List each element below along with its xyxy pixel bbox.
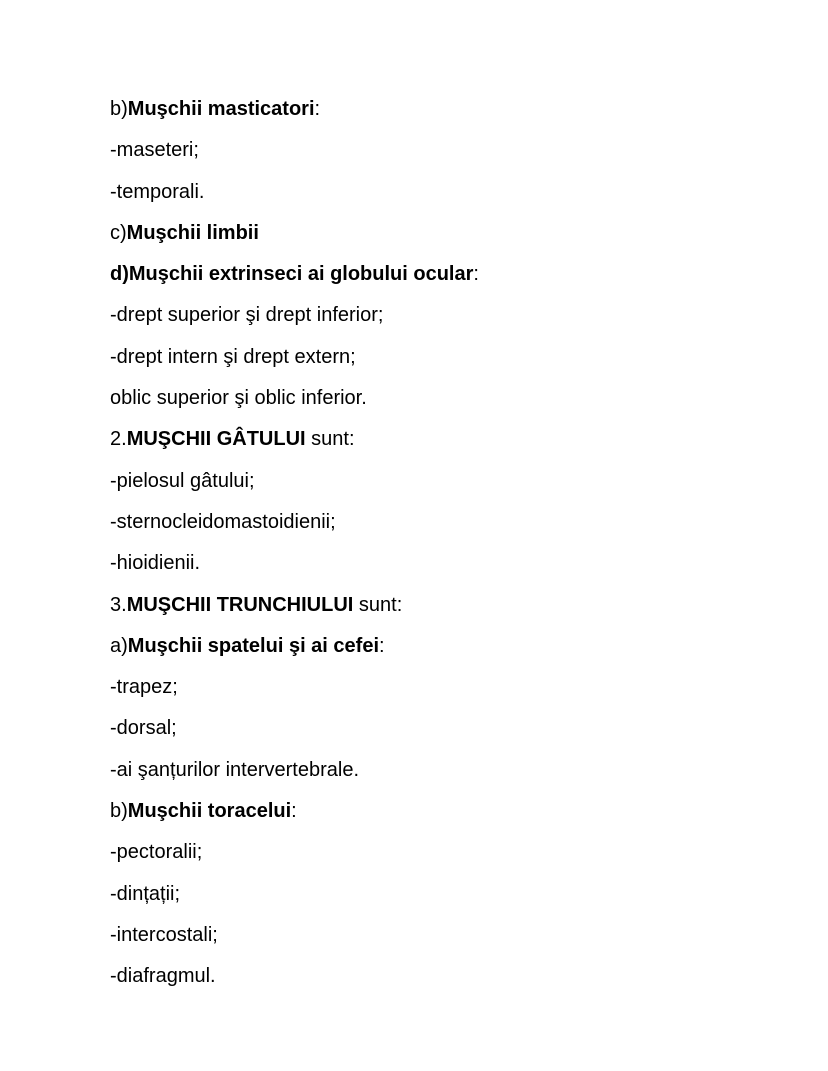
line-prefix: c): [110, 221, 127, 244]
line-prefix: b): [110, 98, 128, 120]
list-item: [110, 960, 790, 1001]
line-bold: MUŞCHII TRUNCHIULUI: [126, 593, 354, 616]
heading-limbii: [110, 217, 790, 258]
line-prefix: oblic superior şi oblic inferior.: [110, 387, 367, 410]
line-bold: MUŞCHII GÂTULUI: [126, 428, 306, 451]
line-bold: d)Muşchii extrinseci ai globului ocular: [110, 263, 474, 286]
list-item: [110, 299, 790, 340]
line-prefix: -sternocleidomastoidienii;: [110, 510, 336, 533]
list-item: [110, 134, 790, 175]
list-item: [110, 878, 790, 919]
line-suffix: :: [379, 634, 385, 657]
line-prefix: -trapez;: [110, 676, 178, 699]
line-bold: Muşchii toracelui: [127, 800, 292, 823]
line-prefix: -ai şanțurilor intervertebrale.: [110, 758, 359, 781]
list-item: [110, 382, 790, 423]
line-prefix: -drept superior şi drept inferior;: [110, 304, 384, 327]
heading-toracelui: [110, 795, 790, 836]
list-item: [110, 671, 790, 712]
line-prefix: -temporali.: [110, 180, 205, 203]
list-item: [110, 754, 790, 795]
list-item: [110, 341, 790, 382]
line-prefix: 2.: [110, 428, 127, 451]
line-suffix: sunt:: [353, 593, 403, 616]
list-item: [110, 836, 790, 877]
line-prefix: b): [110, 800, 128, 823]
heading-globului-ocular: [110, 258, 790, 299]
document-page: [110, 93, 790, 1002]
line-prefix: -dorsal;: [110, 717, 177, 740]
line-prefix: a): [110, 634, 128, 657]
section-heading-trunchiului: [110, 589, 790, 630]
section-heading-gatului: [110, 423, 790, 464]
line-suffix: sunt:: [305, 428, 355, 451]
line-prefix: -intercostali;: [110, 923, 218, 946]
line-prefix: -drept intern şi drept extern;: [110, 345, 356, 368]
line-suffix: :: [291, 800, 297, 823]
line-bold: Muşchii masticatori: [127, 98, 315, 120]
line-prefix: -hioidienii.: [110, 552, 201, 575]
list-item: [110, 465, 790, 506]
line-prefix: -maseteri;: [110, 139, 199, 162]
line-prefix: 3.: [110, 593, 127, 616]
line-prefix: -diafragmul.: [110, 965, 216, 988]
list-item: [110, 919, 790, 960]
line-prefix: -dințații;: [110, 882, 181, 905]
list-item: [110, 712, 790, 753]
list-item: [110, 547, 790, 588]
line-bold: Muşchii limbii: [126, 221, 259, 244]
line-suffix: :: [473, 263, 479, 286]
line-prefix: -pectoralii;: [110, 841, 203, 864]
heading-spatelui: [110, 630, 790, 671]
line-suffix: :: [314, 98, 321, 120]
heading-masticatori: [110, 93, 790, 134]
line-bold: Muşchii spatelui şi ai cefei: [127, 634, 379, 657]
list-item: [110, 506, 790, 547]
line-prefix: -pielosul gâtului;: [110, 469, 255, 492]
list-item: [110, 176, 790, 217]
